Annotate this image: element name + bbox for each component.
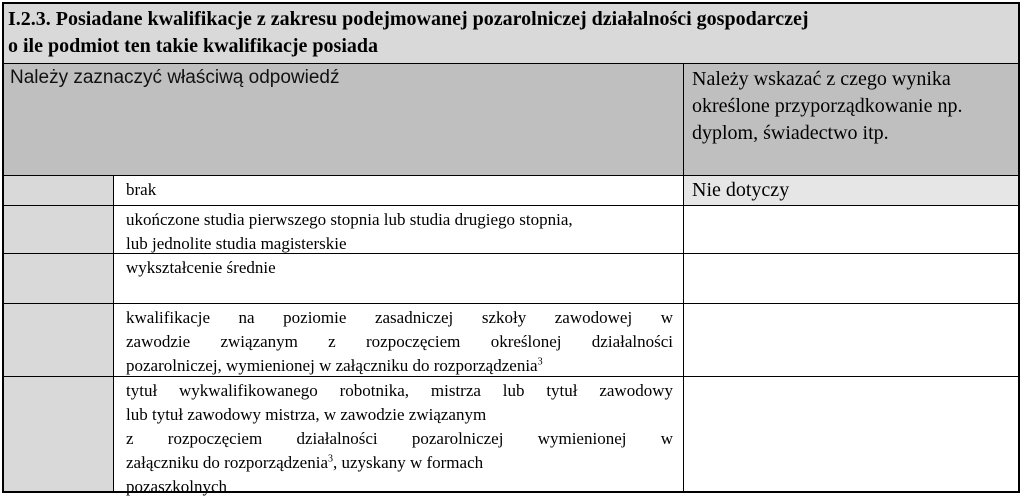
- option-label-line: [126, 451, 673, 475]
- option-label: [114, 304, 684, 376]
- option-label-text: załączniku do rozporządzenia: [126, 453, 328, 472]
- footnote-marker: 3: [537, 356, 543, 368]
- option-label-line: ukończone studia pierwszego stopnia lub studia drugiego stopnia,: [126, 210, 573, 229]
- option-label-text: pozarolniczej, wymienionej w załączniku do rozporządzenia: [126, 356, 538, 375]
- source-field[interactable]: [684, 206, 1018, 253]
- option-label-line: z rozpoczęciem działalności pozarolniczej wymienionej w: [126, 429, 673, 448]
- source-field[interactable]: [684, 377, 1018, 491]
- option-label: [114, 377, 684, 496]
- checkbox-cell[interactable]: [4, 206, 114, 253]
- checkbox-cell[interactable]: [4, 304, 114, 376]
- section-title-line1: I.2.3. Posiadane kwalifikacje z zakresu podejmowanej pozarolniczej działalności gospodarczej: [8, 8, 809, 30]
- checkbox-cell[interactable]: [4, 377, 114, 491]
- option-row-studia: [4, 206, 1018, 254]
- section-title-line2: o ile podmiot ten takie kwalifikacje posiada: [8, 35, 379, 57]
- footnote-marker: 3: [328, 453, 333, 465]
- option-label-line: tytuł wykwalifikowanego robotnika, mistrza lub tytuł zawodowy: [126, 381, 673, 400]
- option-label-line: kwalifikacje na poziomie zasadniczej szkoły zawodowej w: [126, 308, 673, 327]
- option-label-text: , uzyskany w formach: [333, 453, 484, 472]
- option-row-szkola-zawodowa: [4, 304, 1018, 377]
- checkbox-cell[interactable]: [4, 176, 114, 205]
- option-label-line: zawodzie związanym z rozpoczęciem określonej działalności: [126, 332, 673, 351]
- option-label-line: lub jednolite studia magisterskie: [126, 234, 347, 253]
- option-row-brak: [4, 176, 1018, 206]
- source-column-header: Należy wskazać z czego wynika określone przyporządkowanie np. dyplom, świadectwo itp.: [692, 68, 963, 144]
- option-label: [114, 206, 684, 253]
- source-field[interactable]: Nie dotyczy: [684, 176, 1018, 205]
- source-field[interactable]: [684, 304, 1018, 376]
- option-label-line: pozaszkolnych: [126, 477, 228, 496]
- option-label: brak: [114, 176, 684, 205]
- option-row-tytul-robotnika: [4, 377, 1018, 496]
- option-label: wykształcenie średnie: [114, 254, 684, 303]
- option-row-srednie: [4, 254, 1018, 304]
- option-label-line: [126, 354, 673, 378]
- column-header-row: [4, 64, 1018, 176]
- answer-column-header: Należy zaznaczyć właściwą odpowiedź: [4, 64, 684, 175]
- option-label-line: lub tytuł zawodowy mistrza, w zawodzie związanym: [126, 405, 487, 424]
- checkbox-cell[interactable]: [4, 254, 114, 303]
- qualifications-form-table: [2, 2, 1020, 496]
- section-title: [4, 4, 1018, 64]
- source-field[interactable]: [684, 254, 1018, 303]
